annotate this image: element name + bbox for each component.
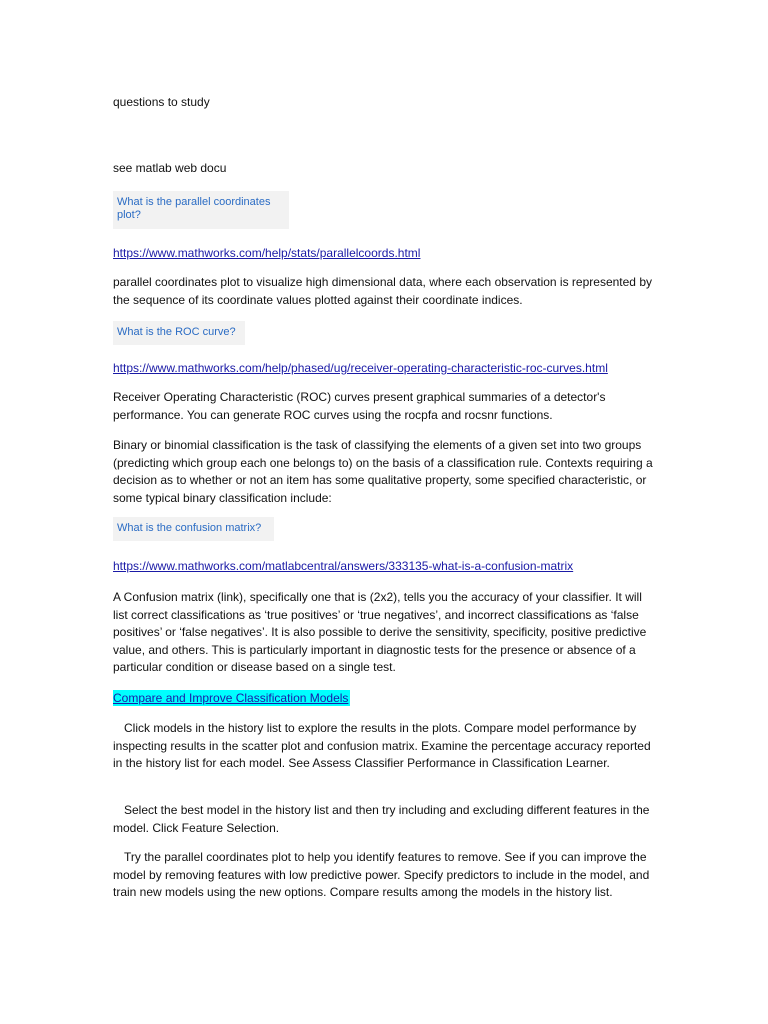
question-callout-parallel-coordinates: What is the parallel coordinates plot? <box>113 191 289 229</box>
confusion-matrix-link[interactable]: https://www.mathworks.com/matlabcentral/answers/333135-what-is-a-confusion-matrix <box>113 559 574 573</box>
section-paragraph-3: Try the parallel coordinates plot to help you identify features to remove. See if you can improve the model by removing features with low predictive power. Specify predictors to include in the model, and train new models using the new options. Compare results among the models in the history list. <box>113 850 650 899</box>
subtitle-line: see matlab web docu <box>113 161 227 175</box>
confusion-matrix-answer: A Confusion matrix (link), specifically one that is (2x2), tells you the accuracy of your classifier. It will list correct classifications as ‘true positives’ or ‘true negatives’, and incorrect classifications as ‘false positives’ or ‘false negatives’. It is also possible to derive the sensitivity, specificity, positive predictive value, and others. This is particularly important in diagnostic tests for the presence or absence of a particular condition or disease based on a single test. <box>113 590 647 674</box>
roc-curve-link[interactable]: https://www.mathworks.com/help/phased/ug/receiver-operating-characteristic-roc-curves.html <box>113 361 608 375</box>
binary-classification-paragraph: Binary or binomial classification is the task of classifying the elements of a given set into two groups (predicting which group each one belongs to) on the basis of a classification rule. Contexts requiring a decision as to whether or not an item has some qualitative property, some specified characteristic, or some typical binary classification include: <box>113 438 653 505</box>
section-heading[interactable]: Compare and Improve Classification Models <box>113 691 349 705</box>
question-callout-confusion-matrix: What is the confusion matrix? <box>113 517 274 541</box>
section-paragraph-2: Select the best model in the history list and then try including and excluding different features in the model. Click Feature Selection. <box>113 803 650 835</box>
question-callout-roc-curve: What is the ROC curve? <box>113 321 245 345</box>
title-line: questions to study <box>113 95 210 109</box>
parallel-coordinates-answer: parallel coordinates plot to visualize high dimensional data, where each observation is represented by the sequence of its coordinate values plotted against their coordinate indices. <box>113 275 652 307</box>
section-paragraph-1: Click models in the history list to explore the results in the plots. Compare model performance by inspecting results in the scatter plot and confusion matrix. Examine the percentage accuracy reported in the history list for each model. See Assess Classifier Performance in Classification Learner. <box>113 721 651 770</box>
roc-curve-answer: Receiver Operating Characteristic (ROC) curves present graphical summaries of a detector's performance. You can generate ROC curves using the rocpfa and rocsnr functions. <box>113 390 606 422</box>
parallel-coordinates-link[interactable]: https://www.mathworks.com/help/stats/parallelcoords.html <box>113 246 421 260</box>
